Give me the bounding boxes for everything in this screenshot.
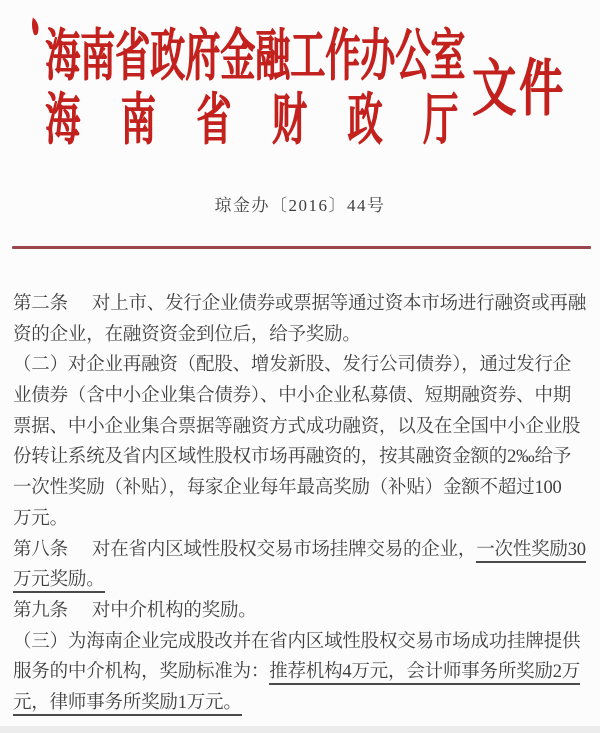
body-text: 一次性奖励（补贴），每家企业每年最高奖励（补贴）金额不超过100 [13,478,562,499]
body-text: 对上市、发行企业债券或票据等通过资本市场进行融资或再融 [91,294,587,314]
masthead-character: 海 [45,24,81,88]
masthead-character: 南 [80,24,116,88]
masthead-character: 工 [290,24,326,88]
masthead-character: 海 [45,88,81,152]
underlined-text: 推荐机构4万元，会计师事务所奖励2万 [269,662,580,685]
red-curl-mark [28,17,43,37]
red-separator-line [12,246,591,249]
masthead-character: 室 [430,24,466,88]
body-text: 对中介机构的奖励。 [91,600,257,621]
document-body [13,289,592,719]
masthead [45,24,566,152]
body-text: （二）对企业再融资（配股、增发新股、发行公司债券），通过发行企 [13,355,572,376]
body-line [13,289,592,320]
body-text: 对在省内区域性股权交易市场挂牌交易的企业， [91,539,477,560]
body-line [13,350,592,381]
body-text: 资的企业，在融资资金到位后，给予奖励。 [13,324,361,345]
body-line [13,412,592,443]
masthead-character: 融 [255,24,291,88]
body-line [13,627,592,658]
body-text: 万元。 [13,508,68,529]
body-line [13,320,592,351]
masthead-character: 政 [347,88,383,152]
body-line [13,504,592,535]
masthead-character: 南 [120,88,156,152]
body-text: 份转让系统及省内区域性股权市场再融资的，按其融资金额的2‰给予 [13,447,572,468]
body-line [13,657,592,688]
underlined-text: 元，律师事务所奖励1万元。 [13,693,242,716]
document-number: 琼金办〔2016〕44号 [214,196,386,215]
masthead-character: 公 [395,24,431,88]
body-text: 票据、中小企业集合票据等融资方式成功融资，以及在全国中小企业股 [13,416,581,437]
clause-number: 第二条 [13,294,68,314]
clause-number: 第九条 [13,600,68,621]
body-line [13,473,592,504]
agency-line-1 [45,24,466,88]
masthead-character: 作 [325,24,361,88]
masthead-character: 金 [220,24,256,88]
document-type-label: 文件 [472,55,566,124]
masthead-character: 省 [196,88,232,152]
masthead-character: 办 [360,24,396,88]
body-line [13,596,592,627]
issuing-agencies [45,24,466,152]
body-text: 服务的中介机构，奖励标准为： [13,662,270,683]
body-line [13,381,592,412]
masthead-character: 政 [150,24,186,88]
body-line [13,688,592,719]
masthead-character: 府 [185,24,221,88]
agency-line-2 [45,88,458,152]
underlined-text: 万元奖励。 [13,570,105,593]
body-line [13,442,592,473]
masthead-character: 财 [271,88,307,152]
body-line [13,535,592,566]
masthead-character: 省 [115,24,151,88]
body-text: 业债券（含中小企业集合债券）、中小企业私募债、短期融资券、中期 [13,386,572,407]
scan-edge-shadow [0,726,600,733]
body-line [13,565,592,596]
body-text: （三）为海南企业完成股改并在省内区域性股权交易市场成功挂牌提供 [13,631,581,652]
clause-number: 第八条 [13,539,68,560]
underlined-text: 一次性奖励30 [476,540,586,563]
masthead-character: 厅 [422,88,458,152]
